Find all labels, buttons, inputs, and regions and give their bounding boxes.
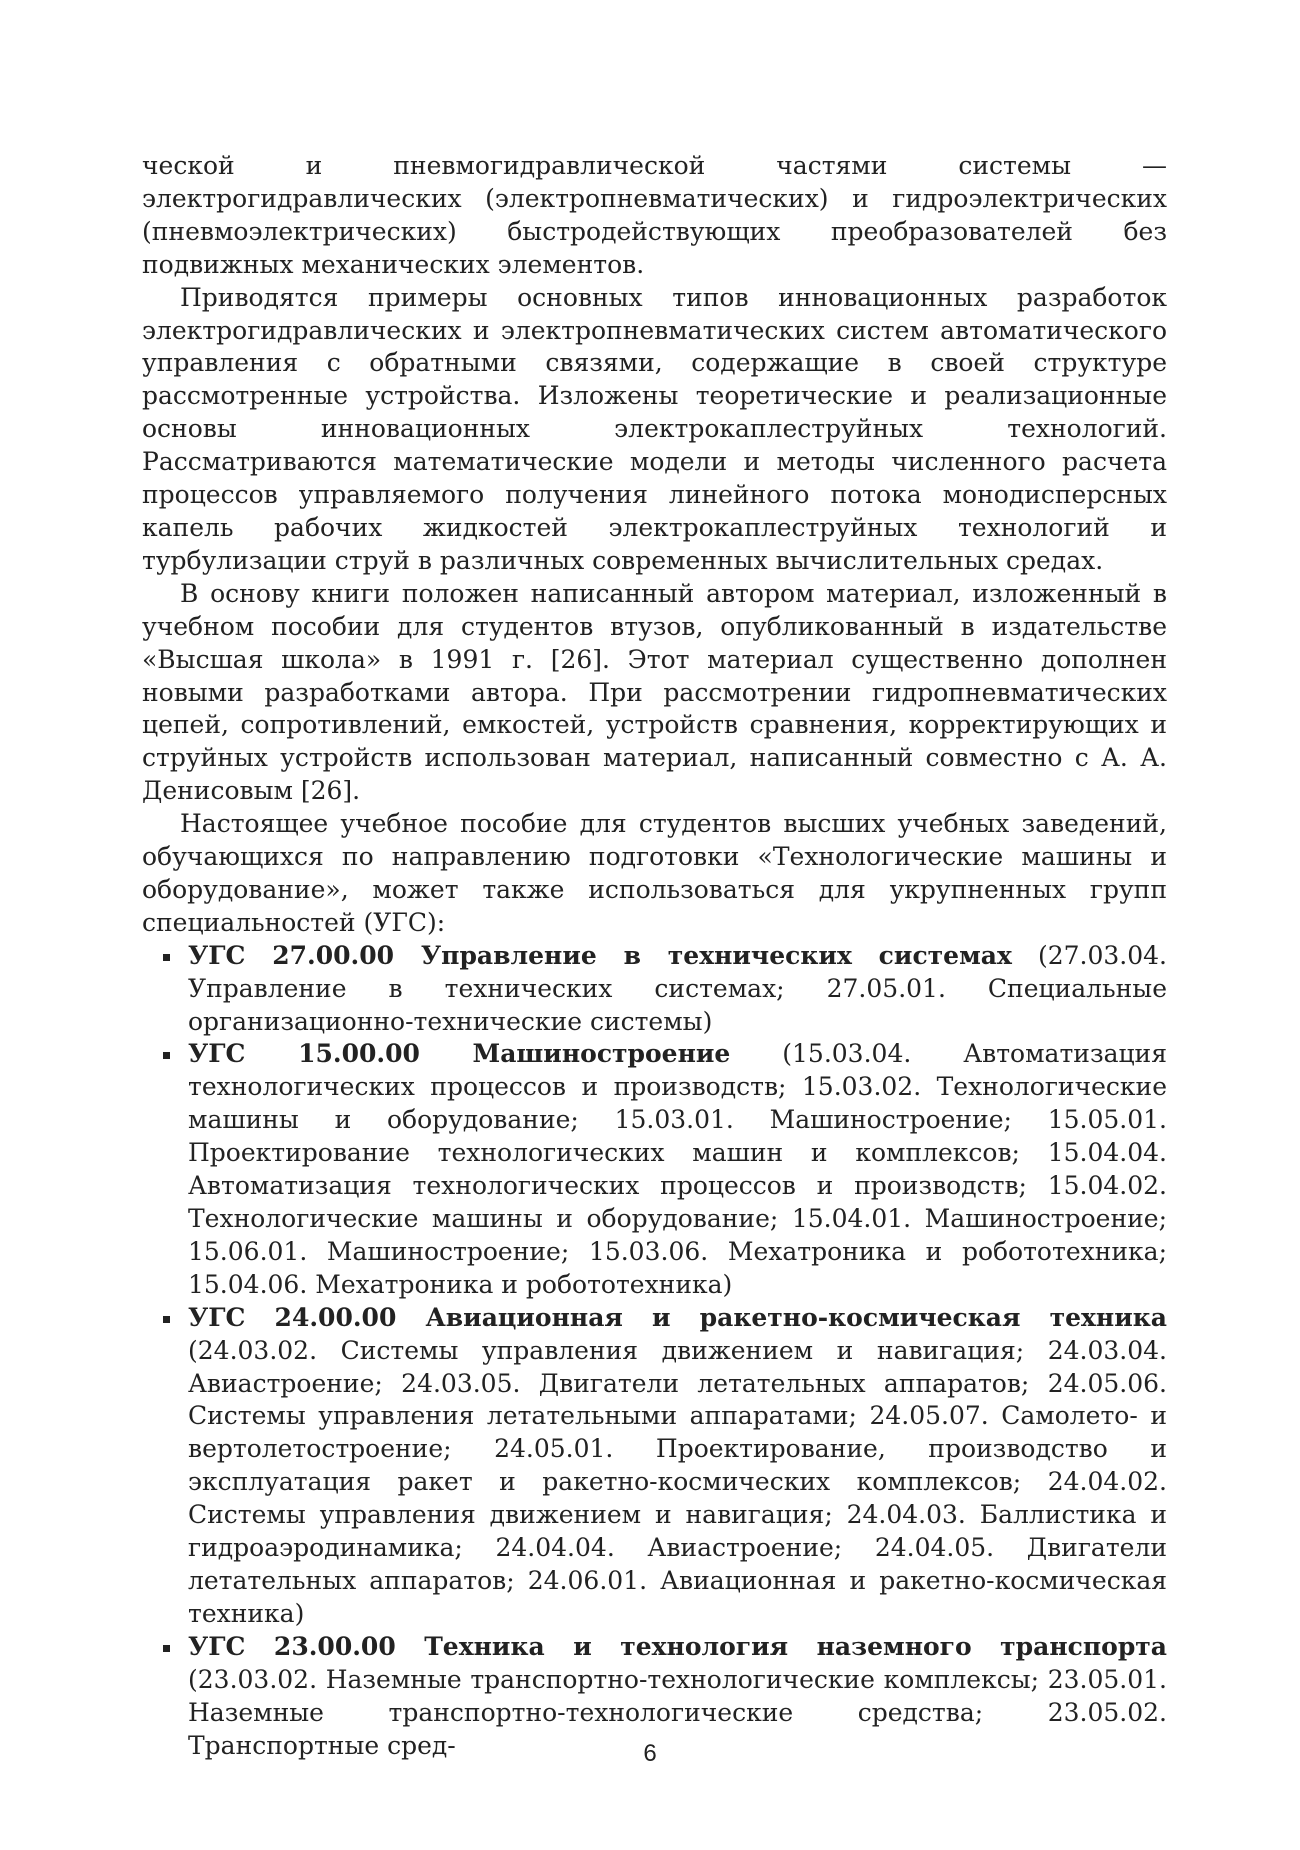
ugs-details: (23.03.02. Наземные транспортно-технологические комплексы; 23.05.01. Наземные транспортно-технологические средства; 23.05.02. Транспортные сред- [188, 1664, 1167, 1760]
paragraph-book-basis: В основу книги положен написанный автором материал, изложенный в учебном пособии для студентов втузов, опубликованный в издательстве «Высшая школа» в 1991 г. [26]. Этот материал существенно дополнен новыми разработками автора. При рассмотрении гидропневматических цепей, сопротивлений, емкостей, устройств сравнения, корректирующих и струйных устройств использован материал, написанный совместно с А. А. Денисовым [26]. [142, 578, 1167, 806]
ugs-details: (27.03.04. Управление в технических системах; 27.05.01. Специальные организационно-технические системы) [188, 940, 1167, 1036]
list-item-ugs-24 [142, 1302, 1167, 1631]
ugs-details: (24.03.02. Системы управления движением и навигация; 24.03.04. Авиастроение; 24.03.05. Двигатели летательных аппаратов; 24.05.06. Системы управления летательными аппаратами; 24.05.07. Самолето- и вертолетостроение; 24.05.01. Проектирование, производство и эксплуатация ракет и ракетно-космических комплексов; 24.04.02. Системы управления движением и навигация; 24.04.03. Баллистика и гидроаэродинамика; 24.04.04. Авиастроение; 24.04.05. Двигатели летательных аппаратов; 24.06.01. Авиационная и ракетно-космическая техника) [188, 1335, 1167, 1628]
ugs-title: УГС 27.00.00 Управление в технических системах [188, 940, 1012, 970]
ugs-details: (15.03.04. Автоматизация технологических процессов и производств; 15.03.02. Технологические машины и оборудование; 15.03.01. Машиностроение; 15.05.01. Проектирование технологических машин и комплексов; 15.04.04. Автоматизация технологических процессов и производств; 15.04.02. Технологические машины и оборудование; 15.04.01. Машиностроение; 15.06.01. Машиностроение; 15.03.06. Мехатроника и робототехника; 15.04.06. Мехатроника и робототехника) [188, 1039, 1167, 1299]
ugs-title: УГС 24.00.00 Авиационная и ракетно-космическая техника [188, 1302, 1167, 1332]
list-item-ugs-15 [142, 1038, 1167, 1301]
ugs-title: УГС 23.00.00 Техника и технология наземного транспорта [188, 1631, 1167, 1661]
body-text [142, 150, 1167, 1762]
list-item-ugs-27 [142, 940, 1167, 1039]
paragraph-continuation: ческой и пневмогидравлической частями системы — электрогидравлических (электропневматических) и гидроэлектрических (пневмоэлектрических) быстродействующих преобразователей без подвижных механических элементов. [142, 151, 1167, 279]
paragraph-examples: Приводятся примеры основных типов инновационных разработок электрогидравлических и электропневматических систем автоматического управления с обратными связями, содержащие в своей структуре рассмотренные устройства. Изложены теоретические и реализационные основы инновационных электрокаплеструйных технологий. Рассматриваются математические модели и методы численного расчета процессов управляемого получения линейного потока монодисперсных капель рабочих жидкостей электрокаплеструйных технологий и турбулизации струй в различных современных вычислительных средах. [142, 282, 1167, 575]
ugs-list [142, 940, 1167, 1763]
paragraph-audience: Настоящее учебное пособие для студентов высших учебных заведений, обучающихся по направлению подготовки «Технологические машины и оборудование», может также использоваться для укрупненных групп специальностей (УГС): [142, 809, 1167, 937]
page-number: 6 [643, 1740, 657, 1767]
ugs-title: УГС 15.00.00 Машиностроение [188, 1039, 731, 1069]
